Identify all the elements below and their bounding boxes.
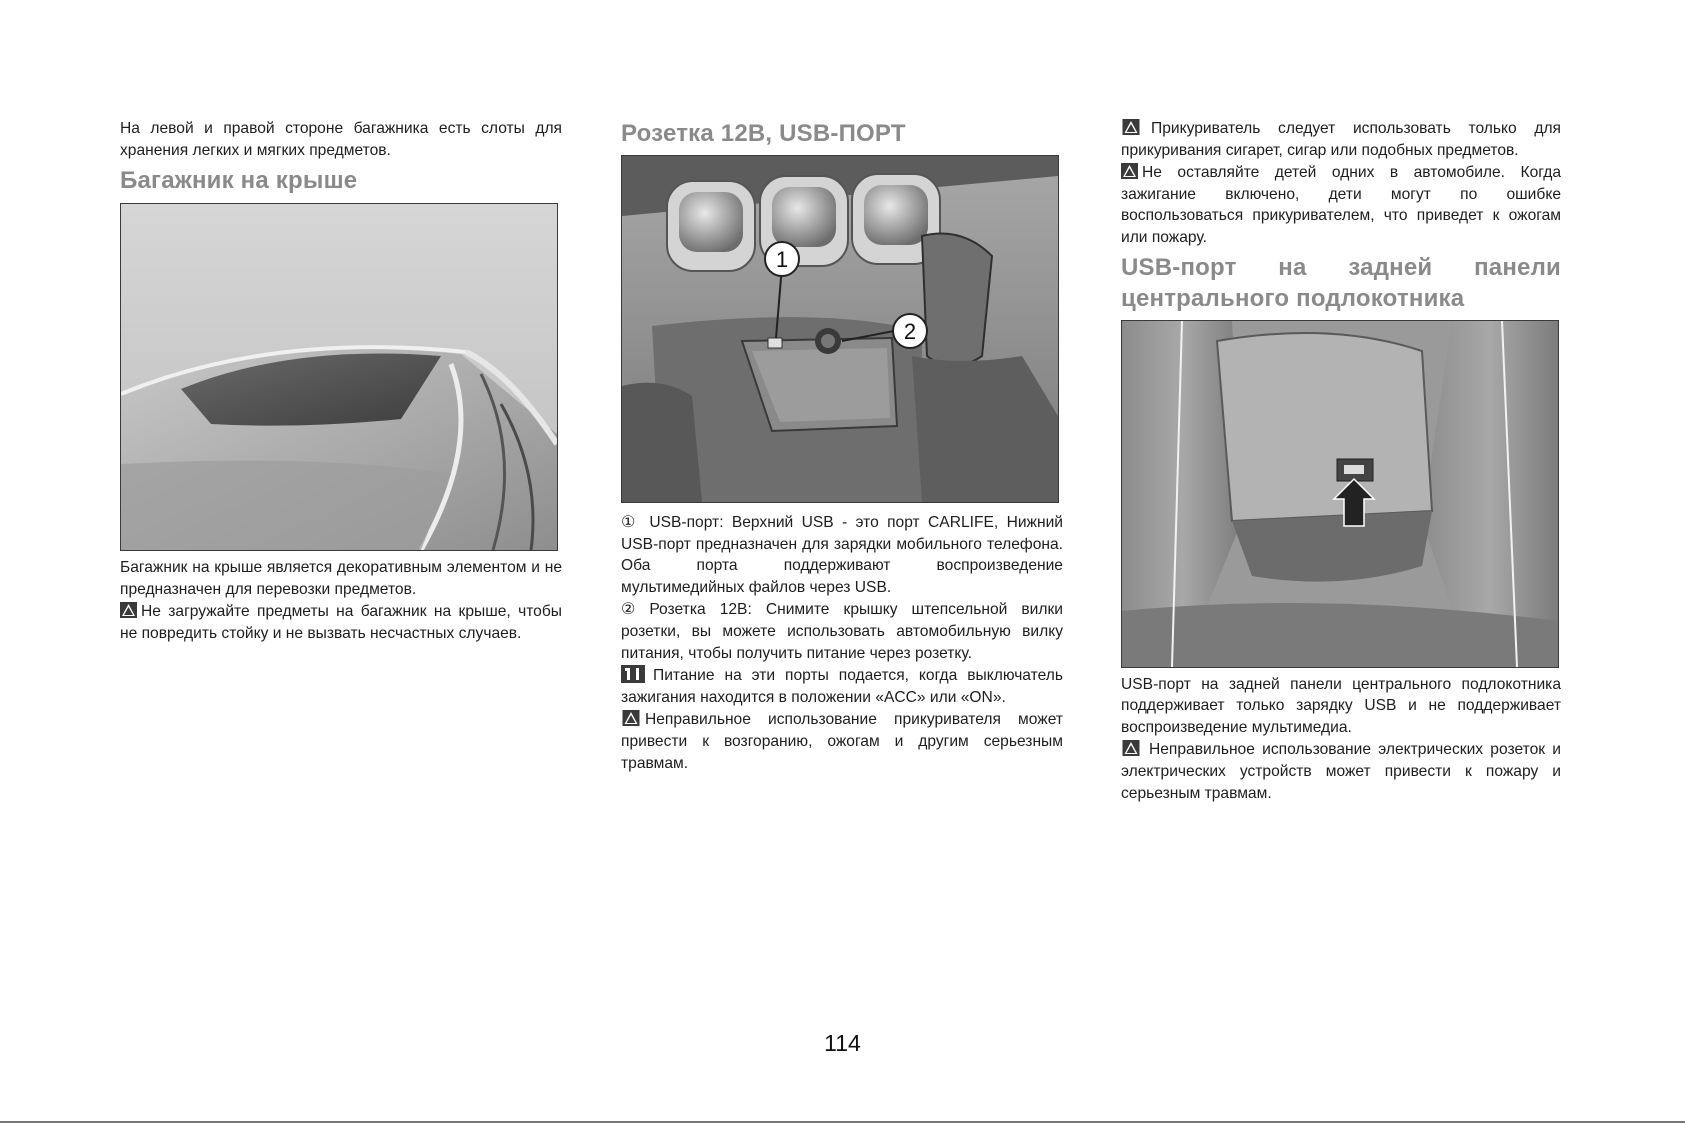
roof-rack-warning [120, 601, 562, 644]
warning-icon [1121, 740, 1141, 756]
armrest-illustration [1122, 321, 1558, 667]
power-info-text: Питание на эти порты подается, когда выключатель зажигания находится в положении «ACC» или «ON». [621, 667, 1063, 706]
middle-column [621, 118, 1063, 774]
socket-item-text: Розетка 12В: Снимите крышку штепсельной вилки розетки, вы можете использовать автомобильную вилку питания, чтобы получить питание через розетку. [621, 601, 1063, 662]
power-info-note [621, 665, 1063, 708]
item-2-marker: ② [621, 601, 636, 619]
info-icon [621, 665, 645, 683]
left-column [120, 118, 562, 645]
socket-usb-heading: Розетка 12В, USB-ПОРТ [621, 120, 906, 147]
roof-rack-warning-text: Не загружайте предметы на багажник на крыше, чтобы не повредить стойку и не вызвать несчастных случаев. [120, 603, 562, 642]
rear-usb-figure [1121, 320, 1559, 668]
lighter-use-warning-text: Прикуриватель следует использовать только для прикуривания сигарет, сигар или подобных предметов. [1121, 120, 1561, 159]
usb-port-item-text: USB-порт: Верхний USB - это порт CARLIFE, Нижний USB-порт предназначен для зарядки мобильного телефона. Оба порта поддерживают воспроизведение мультимедийных файлов через USB. [621, 514, 1063, 596]
socket-item [621, 599, 1063, 664]
children-warning [1121, 162, 1561, 248]
right-column [1121, 118, 1561, 804]
callout-2-label: 2 [903, 319, 917, 344]
lighter-use-warning [1121, 118, 1561, 161]
socket-usb-figure [621, 155, 1059, 503]
console-illustration [622, 156, 1058, 502]
usb-port-item [621, 512, 1063, 598]
rear-usb-heading: USB-порт на задней панели центрального подлокотника [1121, 253, 1561, 312]
warning-icon [120, 602, 137, 618]
rear-usb-description: USB-порт на задней панели центрального подлокотника поддерживает только зарядку USB и не поддерживает воспроизведение мультимедиа. [1121, 675, 1561, 736]
sockets-warning-text: Неправильное использование электрических розеток и электрических устройств может привести к пожару и серьезным травмам. [1121, 741, 1561, 802]
roof-rack-illustration [121, 204, 557, 550]
children-warning-text: Не оставляйте детей одних в автомобиле. Когда зажигание включено, дети могут по ошибке воспользоваться прикуривателем, что приведет к ожогам или пожару. [1121, 164, 1561, 246]
warning-icon [1121, 119, 1141, 135]
roof-rack-heading: Багажник на крыше [120, 167, 358, 195]
page-number: 114 [824, 1030, 861, 1056]
sockets-warning [1121, 739, 1561, 804]
trunk-slots-text: На левой и правой стороне багажника есть слоты для хранения легких и мягких предметов. [120, 120, 562, 159]
lighter-warning [621, 709, 1063, 774]
warning-icon [1121, 163, 1138, 179]
roof-rack-figure [120, 203, 558, 551]
lighter-warning-text: Неправильное использование прикуривателя может привести к возгоранию, ожогам и другим серьезным травмам. [621, 711, 1063, 772]
warning-icon [621, 710, 641, 726]
item-1-marker: ① [621, 514, 636, 531]
callout-1-label: 1 [775, 247, 789, 272]
roof-rack-description: Багажник на крыше является декоративным элементом и не предназначен для перевозки предметов. [120, 559, 562, 598]
